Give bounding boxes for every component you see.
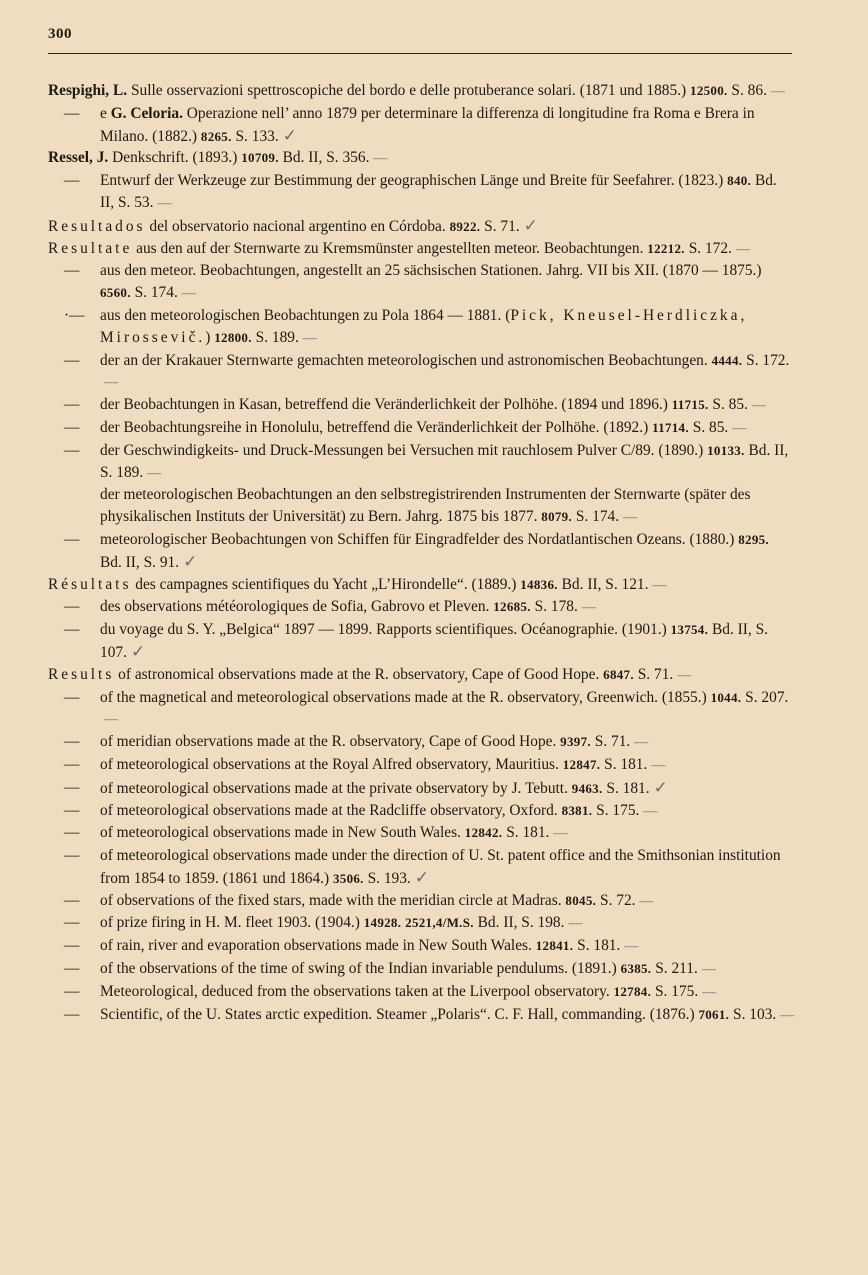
entry-text: e	[100, 104, 111, 122]
entry-text: der Geschwindigkeits- und Druck-Messungen bei Versuchen mit rauchlosem Pulver C/89. (1890.)	[100, 441, 708, 459]
entry-dash: —	[64, 755, 80, 773]
pencil-dash: —	[568, 916, 582, 932]
index-subentry	[48, 958, 794, 981]
entry-number: 6560.	[100, 285, 131, 301]
entry-page-ref: S. 71.	[633, 665, 674, 683]
entry-text: Entwurf der Werkzeuge zur Bestimmung der geographischen Länge und Breite für Seefahrer. (1823.)	[100, 172, 728, 190]
entry-text: des observations météorologiques de Sofia, Gabrovo et Pleven.	[100, 598, 494, 616]
header-rule	[48, 53, 792, 54]
check-mark: ✓	[130, 641, 146, 661]
index-subentry	[48, 754, 794, 777]
pencil-dash: —	[770, 84, 784, 99]
index-subentry	[48, 440, 794, 485]
entry-dash: —	[64, 621, 80, 639]
index-subentry	[48, 394, 794, 417]
entry-heading: Resultate	[48, 239, 133, 257]
entry-text: Operazione nell’ anno 1879 per determinare la differenza di longitudine fra Roma e Brera in Milano. (1882.)	[100, 104, 755, 145]
pencil-dash: —	[780, 1007, 794, 1023]
pencil-dash: —	[553, 826, 567, 842]
entry-dash: —	[64, 598, 80, 616]
entry-page-ref: S. 181.	[600, 755, 648, 773]
entry-page-ref: S. 172.	[684, 239, 732, 257]
entry-number: 8922.	[449, 218, 481, 234]
entry-number: 8045.	[565, 892, 597, 908]
entry-number: 12847.	[562, 756, 601, 772]
entry-page-ref: S. 86.	[727, 82, 767, 99]
index-subentry	[48, 305, 794, 350]
index-subentry	[48, 731, 794, 754]
entry-text: )	[205, 328, 215, 346]
entry-text: of the magnetical and meteorological observations made at the R. observatory, Greenwich. (1855.)	[100, 688, 711, 706]
entry-number: 10133.	[707, 442, 745, 458]
entry-heading: Results	[48, 665, 115, 683]
index-subentry	[48, 529, 794, 574]
entry-text: Meteorological, deduced from the observations taken at the Liverpool observatory.	[100, 982, 614, 1000]
entry-number: 9463.	[571, 780, 603, 796]
entry-dash: —	[64, 530, 80, 548]
entry-number: 14836.	[520, 576, 558, 592]
entry-text: aus den meteorologischen Beobachtungen zu Pola 1864 — 1881. (	[100, 306, 511, 324]
index-subentry	[48, 800, 794, 823]
entry-number: 2521,4/M.S.	[405, 915, 474, 931]
entry-page-ref: Bd. II, S. 53.	[100, 172, 777, 211]
entry-number: 11715.	[671, 397, 709, 413]
pencil-dash: —	[104, 375, 117, 391]
index-subentry	[48, 890, 794, 913]
entry-page-ref: Bd. II, S. 356.	[278, 149, 370, 167]
index-subentry	[48, 822, 794, 845]
index-subentry	[48, 260, 794, 305]
entry-dash: —	[64, 914, 80, 932]
entry-number: 6385.	[620, 961, 652, 977]
entry-heading: Résultats	[48, 575, 132, 593]
entry-page-ref: S. 175.	[592, 801, 640, 819]
index-subentry	[48, 103, 794, 148]
entry-text: of astronomical observations made at the R. observatory, Cape of Good Hope.	[114, 665, 604, 683]
entry-number: 6847.	[603, 666, 634, 682]
index-entry	[48, 80, 794, 103]
entry-page-ref: S. 181.	[602, 779, 650, 797]
entry-number: 12500.	[690, 83, 728, 98]
pencil-dash: —	[623, 510, 637, 526]
entry-number: 3506.	[332, 870, 364, 886]
pencil-dash: —	[157, 195, 171, 211]
entry-number: 12800.	[214, 329, 252, 345]
entry-author: Respighi, L.	[48, 82, 128, 99]
check-mark: ✓	[653, 777, 668, 797]
entry-text: meteorologischer Beobachtungen von Schiffen für Eingradfelder des Nordatlantischen Ozeans. (1880.)	[100, 530, 739, 548]
index-entry	[48, 147, 794, 170]
check-mark: ✓	[523, 215, 538, 235]
entry-dash: —	[64, 960, 80, 978]
check-mark: ✓	[414, 867, 430, 887]
entry-number: 10709.	[241, 150, 279, 166]
entry-number: 8265.	[200, 128, 232, 144]
entry-page-ref: S. 207.	[741, 688, 789, 706]
pencil-dash: —	[373, 151, 387, 167]
entry-text: of meteorological observations made at the Radcliffe observatory, Oxford.	[100, 801, 562, 819]
entry-page-ref: Bd. II, S. 91.	[100, 553, 180, 571]
entry-author: Ressel, J.	[48, 149, 109, 167]
entry-dash: —	[64, 824, 80, 842]
index-subentry	[48, 619, 794, 664]
entry-page-ref: S. 181.	[573, 937, 621, 955]
entry-dash: —	[64, 937, 80, 955]
entry-number: 12842.	[464, 825, 503, 841]
entry-author: G. Celoria.	[110, 104, 183, 122]
entry-text: der Beobachtungen in Kasan, betreffend die Veränderlichkeit der Polhöhe. (1894 und 1896.)	[100, 396, 672, 414]
entry-text: of the observations of the time of swing of the Indian invariable pendulums. (1891.)	[100, 960, 621, 978]
index-subentry	[48, 777, 794, 800]
entry-dash: —	[64, 441, 80, 459]
entry-dash: —	[64, 351, 80, 369]
entry-number: 13754.	[670, 622, 709, 638]
index-subentry	[48, 912, 794, 935]
index-entry	[48, 574, 794, 597]
entry-text: of meridian observations made at the R. observatory, Cape of Good Hope.	[100, 733, 561, 751]
entry-text: der Beobachtungsreihe in Honolulu, betreffend die Veränderlichkeit der Polhöhe. (1892.)	[100, 418, 653, 436]
entry-page-ref: S. 71.	[480, 217, 520, 235]
index-subentry	[48, 981, 794, 1004]
pencil-dash: —	[652, 577, 666, 593]
entry-page-ref: S. 172.	[742, 351, 790, 369]
entry-text: Denkschrift. (1893.)	[108, 149, 242, 167]
entry-page-ref: S. 174.	[572, 508, 620, 526]
pencil-dash: —	[634, 735, 648, 751]
entry-text: of meteorological observations made under the direction of U. St. patent office and the Smithsonian institution from 1854 to 1859. (1861 und 1864.)	[100, 847, 781, 887]
entry-text: of meteorological observations at the Royal Alfred observatory, Mauritius.	[100, 755, 563, 773]
entry-text: Scientific, of the U. States arctic expedition. Steamer „Polaris“. C. F. Hall, commanding. (1876.)	[100, 1005, 699, 1023]
entry-dash: —	[64, 1005, 80, 1023]
index-entry	[48, 215, 794, 238]
entry-text: del observatorio nacional argentino en Córdoba.	[145, 217, 450, 235]
entry-number: 840.	[727, 173, 752, 189]
index-subentry	[48, 170, 794, 215]
pencil-dash: —	[701, 962, 715, 978]
entry-number: 7061.	[698, 1006, 730, 1022]
entry-number: 11714.	[652, 419, 689, 435]
entry-text: der meteorologischen Beobachtungen an den selbstregistrirenden Instrumenten der Sternwarte (später des physikalischen Instituts der Universität) zu Bern. Jahrg. 1875 bis 1877.	[100, 486, 751, 526]
pencil-dash: —	[732, 420, 746, 436]
entry-number: 1044.	[710, 689, 742, 705]
index-subentry	[48, 417, 794, 440]
entry-dash: —	[64, 891, 80, 909]
entry-dash: —	[64, 801, 80, 819]
entry-text: of rain, river and evaporation observations made in New South Wales.	[100, 937, 536, 955]
entry-number: 8381.	[561, 802, 593, 818]
index-subentry	[48, 687, 794, 732]
entry-page-ref: S. 189.	[251, 328, 299, 346]
entry-names: Pick, Kneusel-Herdliczka, Mirossevič.	[100, 306, 748, 346]
entry-number: 8079.	[541, 509, 573, 525]
entry-dash: —	[64, 982, 80, 1000]
entry-page-ref: S. 175.	[651, 982, 699, 1000]
entry-dash: —	[64, 733, 80, 751]
entry-dash: ·—	[64, 306, 85, 324]
entry-page-ref: S. 85.	[708, 396, 748, 414]
entry-number: 12685.	[493, 599, 531, 615]
index-subentry	[48, 845, 794, 890]
pencil-dash: —	[181, 286, 195, 302]
entry-text: aus den auf der Sternwarte zu Kremsmünster angestellten meteor. Beobachtungen.	[132, 239, 648, 257]
entry-number: 4444.	[711, 352, 743, 368]
entry-text: der an der Krakauer Sternwarte gemachten meteorologischen und astronomischen Beobachtungen.	[100, 351, 712, 369]
entry-text: des campagnes scientifiques du Yacht „L’Hirondelle“. (1889.)	[131, 575, 521, 593]
index-subentry	[48, 596, 794, 619]
entry-number: 12841.	[535, 938, 574, 954]
entry-heading: Resultados	[48, 217, 146, 235]
entry-dash: —	[64, 262, 80, 280]
entry-dash: —	[64, 104, 80, 122]
pencil-dash: —	[735, 241, 749, 257]
entry-page-ref: S. 211.	[651, 960, 698, 978]
pencil-dash: —	[639, 893, 653, 909]
entry-number: 9397.	[560, 734, 591, 750]
entry-page-ref: S. 193.	[363, 869, 411, 887]
entry-text: aus den meteor. Beobachtungen, angestellt an 25 sächsischen Stationen. Jahrg. VII bis XII. (1870 — 1875.)	[100, 262, 762, 280]
pencil-dash: —	[643, 803, 657, 819]
pencil-dash: —	[702, 984, 716, 1000]
entry-page-ref: S. 72.	[596, 891, 636, 909]
entry-dash: —	[64, 688, 80, 706]
index-subentry	[48, 935, 794, 958]
entry-page-ref: S. 178.	[530, 598, 578, 616]
entry-page-ref: S. 103.	[729, 1005, 777, 1023]
check-mark: ✓	[282, 125, 297, 145]
entry-dash: —	[64, 778, 80, 796]
entry-page-ref: S. 181.	[502, 824, 550, 842]
entry-page-ref: Bd. II, S. 189.	[100, 441, 789, 481]
entry-text: of meteorological observations made in New South Wales.	[100, 824, 465, 842]
index-entries	[48, 80, 794, 1026]
check-mark: ✓	[183, 551, 198, 571]
entry-text: of prize firing in H. M. fleet 1903. (1904.)	[100, 914, 364, 932]
index-subentry	[48, 1004, 794, 1027]
entry-page-ref: S. 85.	[688, 418, 729, 436]
entry-number: 12784.	[613, 983, 652, 999]
entry-text: Sulle osservazioni spettroscopiche del bordo e delle protuberance solari. (1871 und 1885.)	[127, 82, 691, 99]
pencil-dash: —	[751, 398, 765, 414]
pencil-dash: —	[651, 757, 665, 773]
page-number: 300	[48, 26, 72, 42]
entry-text: of observations of the fixed stars, made with the meridian circle at Madras.	[100, 891, 566, 909]
entry-dash: —	[64, 172, 80, 190]
entry-page-ref: S. 71.	[590, 733, 631, 751]
pencil-dash: —	[104, 712, 117, 728]
entry-number: 14928.	[363, 915, 402, 931]
pencil-dash: —	[624, 939, 638, 955]
index-entry	[48, 664, 794, 687]
entry-page-ref: S. 174.	[130, 284, 178, 302]
entry-dash: —	[64, 396, 80, 414]
pencil-dash: —	[302, 330, 316, 346]
entry-text: of meteorological observations made at the private observatory by J. Tebutt.	[100, 779, 572, 797]
index-subentry	[48, 484, 794, 529]
pencil-dash: —	[677, 667, 691, 683]
entry-dash: —	[64, 847, 80, 865]
entry-page-ref: Bd. II, S. 121.	[557, 575, 649, 593]
entry-number: 8295.	[738, 531, 769, 547]
entry-page-ref: Bd. II, S. 198.	[473, 914, 565, 932]
pencil-dash: —	[581, 600, 595, 616]
index-entry	[48, 238, 794, 261]
entry-page-ref: Bd. II, S. 107.	[100, 621, 769, 661]
pencil-dash: —	[147, 465, 161, 481]
entry-dash: —	[64, 418, 80, 436]
entry-page-ref: S. 133.	[231, 127, 279, 145]
entry-text: du voyage du S. Y. „Belgica“ 1897 — 1899. Rapports scientifiques. Océanographie. (1901.)	[100, 621, 671, 639]
index-subentry	[48, 350, 794, 395]
entry-number: 12212.	[647, 240, 685, 256]
